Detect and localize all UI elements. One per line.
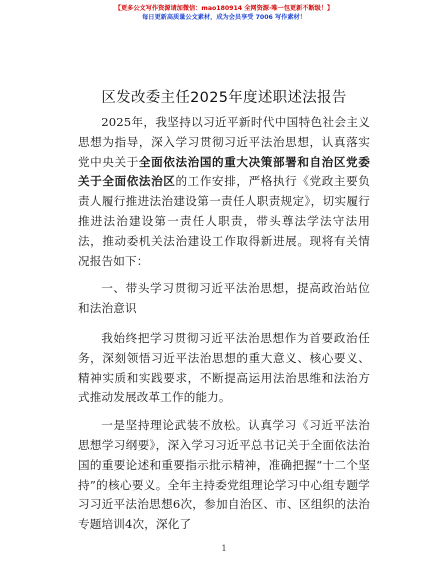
section-heading-1: 一、带头学习贯彻习近平法治思想，提高政治站位和法治意识 (78, 281, 370, 316)
promo-banner (0, 4, 448, 22)
promo-banner-line-1: 【更多公文写作资源请加微信：mao180914 全网资源·唯一包更新不断级！】 (114, 5, 334, 12)
page-number: 1 (221, 544, 227, 553)
intro-text-end: 的工作安排，严格执行《党政主要负责人履行推进法治建设第一责任人职责规定》，切实履行推进法治建设第一责任人职责，带头尊法学法守法用法，推动委机关法治建设工作取得新进展。现将有关情况报告如下： (78, 174, 370, 268)
promo-banner-line-2: 每日更新高质量公文素材，成为会员享受 7006 写作素材！ (142, 14, 306, 21)
paragraph-study: 我始终把学习贯彻习近平法治思想作为首要政治任务，深刻领悟习近平法治思想的重大意义、核心要义、精神实质和实践要求，不断提高运用法治思维和法治方式推动发展改革工作的能力。 (78, 330, 370, 405)
intro-text-bold: 全面依法治国的重大决策部署和自治区党委关于全面依法治区 (78, 154, 370, 189)
paragraph-intro (78, 113, 370, 271)
intro-text-start: 2025年，我坚持以习近平新时代中国特色社会主义思想为指导，深入学习贯彻习近平法治思想，认真落实党中央关于 (78, 115, 370, 169)
paragraph-theory: 一是坚持理论武装不放松。认真学习《习近平法治思想学习纲要》，深入学习习近平总书记关于全面依法治国的重要论述和重要指示批示精神，准确把握“十二个坚持”的核心要义。全年主持委党组理论学习中心组专题学习习近平法治思想6次，参加自治区、市、区组织的法治专题培训4次，深化了 (78, 418, 370, 532)
document-title: 区发改委主任2025年度述职述法报告 (101, 90, 347, 106)
document-body (78, 113, 370, 543)
